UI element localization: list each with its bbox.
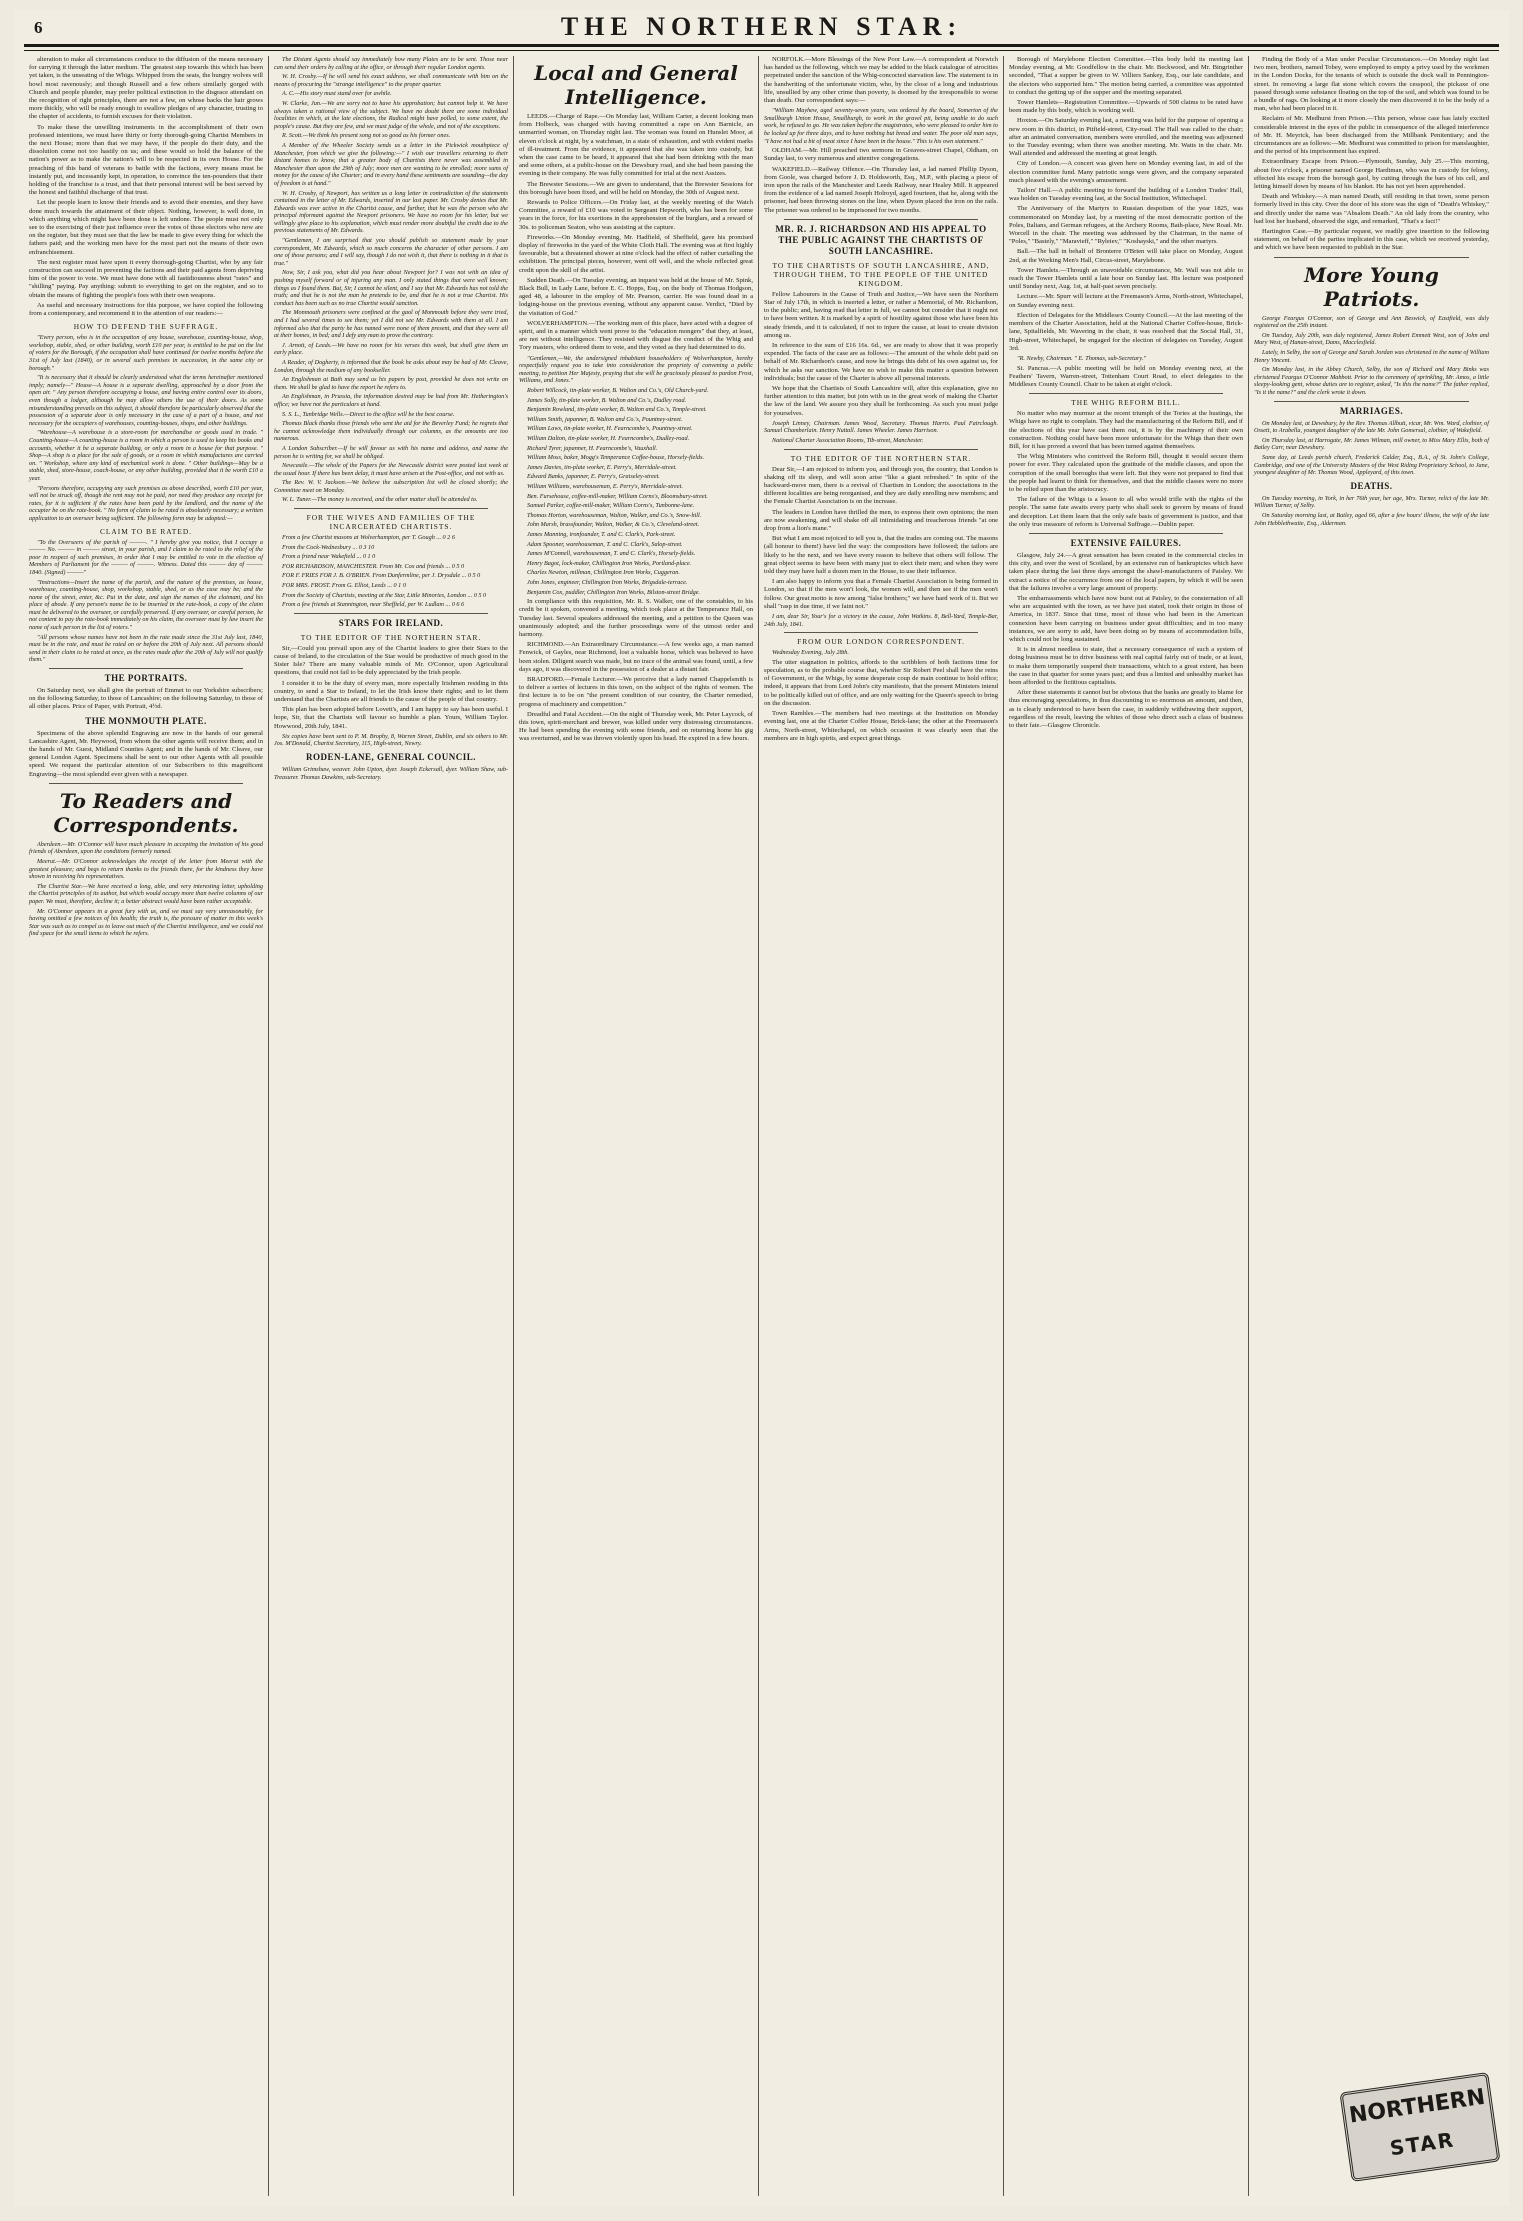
- article-paragraph: Thomas Black thanks those friends who sent the aid for the Beverley Fund; he regrets that he cannot acknowledge them individually through our columns, as the amounts are too numerous.: [274, 420, 508, 443]
- article-paragraph: Hoxton.—On Saturday evening last, a meeting was held for the purpose of opening a new room in this district, in Pitfield-street, City-road. The Hall was called to the chair; after an animated conversation, members were enrolled, and the meeting was adjourned to the Tuesday evening; when there was another meeting. Mr. Watts in the chair. Mr. Wall attended and addressed the meeting at great length.: [1009, 117, 1243, 158]
- column-3: [514, 56, 759, 2196]
- article-paragraph: The embarrassments which have now burst out at Paisley, to the consternation of all who are acquainted with the town, as we have just stated, took their origin in those of America, in 1837. Since that time, most of those who had been in the American connexion have been carrying on business under great difficulties; and in too many instances, we are sorry to add, have been doing so by means of accommodation bills, which could not be long sustained.: [1009, 594, 1243, 643]
- article-paragraph: The failure of the Whigs is a lesson to all who would trifle with the rights of the people. The same fate awaits every party who shall seek to govern by means of fraud and deception. Let them learn that the only safe basis of government is justice, and that the only true measure of reform is Universal Suffrage.—Dublin paper.: [1009, 496, 1243, 528]
- article-paragraph: R. Scott.—We think his present song not so good as his former ones.: [282, 132, 451, 140]
- column-divider: [784, 449, 978, 450]
- article-paragraph: Benjamin Cox, puddler, Chillington Iron Works, Bilston-street Bridge.: [527, 588, 701, 596]
- article-paragraph: WAKEFIELD.—Railway Offence.—On Thursday last, a lad named Phillip Dyson, from Goole, was charged before J. D. Holdsworth, Esq., M.P., with placing a piece of iron upon the rails of the Manchester and Leeds Railway, near Healey Mill. It appeared from the evidence of a lad named Joseph Holroyd, aged fourteen, that he, along with the prisoner, had been throwing stones on the line, when Dyson placed the iron on the rails. The prisoner was ordered to be imprisoned for two months.: [764, 165, 998, 214]
- article-paragraph: Glasgow, July 24.—A great sensation has been created in the commercial circles in this city, and over the west of Scotland, by an extensive run of bankruptcies which have taken place during the last three days amongst the shawl-manufacturers of Paisley. We extract a notice of the occurrence from one of the local papers, by which it will be seen that the failures involve a very large amount of property.: [1009, 551, 1243, 592]
- newspaper-title: THE NORTHERN STAR:: [560, 12, 963, 41]
- article-paragraph: In reference to the sum of £16 16s. 6d., we are ready to show that it was properly expended. The facts of the case are as follows:—The amount of the whole debt paid on behalf of Mr. Richardson's cause, and now he brings this debt of his own against us, for which he asks our sanction. We have no wish to make this matter a question between individuals; but the cause of the Charter is above all personal interests.: [764, 342, 998, 382]
- article-paragraph: No matter who may murmur at the recent triumph of the Tories at the hustings, the Whigs have no right to complain. They had the manufacturing of the Reform Bill, and if the elections of this year have cast them out, it is by the machinery of their own construction. Nothing could have been more unfortunate for the Whigs than their own Bill, for it has proved a sword that has been turned against themselves.: [1009, 410, 1243, 450]
- article-paragraph: Six copies have been sent to P. M. Brophy, 8, Warren Street, Dublin, and six others to Mr. Jos. M'Donald, Chartist Secretary, 115, High-street, Newry.: [274, 732, 508, 748]
- article-paragraph: Dear Sir,—I am rejoiced to inform you, and through you, the country, that London is shaking off its sleep, and will soon arise "like a giant refreshed." In spite of the backward-move men, there is a revival of Chartism in London; the associations in the different localities are being reorganised, and they are daily enrolling new members; and the Female Chartist Association is on the increase.: [764, 465, 998, 506]
- article-paragraph: Tailors' Hall.—A public meeting to forward the building of a London Trades' Hall, was holden on Tuesday evening last, at the Social Institution, Whitechapel.: [1009, 187, 1243, 203]
- article-paragraph: As useful and necessary instructions for this purpose, we have copied the following from a contemporary, and recommend it to the attention of our readers:—: [29, 301, 263, 318]
- article-paragraph: The utter stagnation in politics, affords to the scribblers of both factions time for speculation, as to the probable course that, whether Sir Robert Peel shall have the reins of Government, or the Whigs, by some desperate coup de main continue to hold office; indeed, it appears that from Lord John's city manifesto, that the present Ministers intend to be politically killed out of office, and are only waiting for the Queen's speech to bring on the discussion.: [764, 658, 998, 707]
- article-paragraph: William Williams, warehouseman, E. Perry's, Merridale-street.: [527, 483, 683, 490]
- section-heading: MR. R. J. RICHARDSON AND HIS APPEAL TO THE PUBLIC AGAINST THE CHARTISTS OF SOUTH LANCASHIRE.: [775, 223, 987, 256]
- article-paragraph: W. L. Tuner.—The money is received, and the other matter shall be attended to.: [282, 496, 478, 504]
- article-paragraph: FOR MRS. FROST. From G. Elliot, Leeds ... 0 1 0: [282, 582, 406, 590]
- section-heading: TO THE CHARTISTS OF SOUTH LANCASHIRE, AND, THROUGH THEM, TO THE PEOPLE OF THE UNITED KINGDOM.: [772, 260, 990, 288]
- article-paragraph: On Monday last, in the Abbey Church, Selby, the son of Richard and Mary Binks was christened Feargus O'Connor Mabbott. Prior to the ceremony of sprinkling, Mr. Amos, a little sleepy-looking gent, whose duties are to register, asked, "Is this the name?" The father replied, "Is it the name?" and the clerk wrote it down.: [1254, 366, 1489, 397]
- article-paragraph: From a few Chartist masons at Wolverhampton, per T. Gough ... 0 2 6: [282, 534, 455, 542]
- article-paragraph: A Reader, of Dogherty, is informed that the book he asks about may be had of Mr. Cleave, London, through the medium of any bookseller.: [274, 358, 508, 374]
- article-paragraph: James Davies, tin-plate worker, E. Perry's, Merridale-street.: [527, 463, 677, 471]
- article-paragraph: City of London.—A concert was given here on Monday evening last, in aid of the election committee fund. Many patriotic songs were given, and the company separated much pleased with the evening's amusement.: [1009, 160, 1243, 184]
- section-heading: Local and General Intelligence.: [534, 61, 738, 109]
- masthead-rule-thin: [24, 50, 1499, 51]
- stamp-line-1: NORTHERN: [1347, 2084, 1487, 2129]
- article-paragraph: The Rev. W. V. Jackson.—We believe the subscription list will be closed shortly; the Committee meet on Monday.: [274, 479, 508, 494]
- section-heading: HOW TO DEFEND THE SUFFRAGE.: [73, 322, 219, 332]
- column-divider: [294, 508, 488, 509]
- article-paragraph: Tower Hamlets.—Through an unavoidable circumstance, Mr. Wall was not able to reach the Tower Hamlets until a late hour on Sunday last. His lecture was postponed until Sunday next, Aug. 1st, at half-past seven precisely.: [1009, 266, 1243, 291]
- article-paragraph: I am, dear Sir, Your's for a victory in the cause, John Watkins. 8, Bell-Yard, Temple-Bar, 24th July, 1841.: [764, 613, 998, 628]
- column-5: [1004, 56, 1249, 2196]
- article-paragraph: William Smith, japanner, B. Walton and Co.'s, Pountney-street.: [527, 415, 683, 423]
- column-divider: [49, 668, 243, 669]
- article-paragraph: Sir,—Could you prevail upon any of the Chartist leaders to give their Stars to the cause of Ireland, to the circulation of the Star would be productive of much good in the Sister Isle? There are many valuable minds of Mr. O'Connor, upon Agricultural questions, that could not fail to be duly appreciated by the Irish people.: [274, 644, 508, 677]
- article-paragraph: William Laws, tin-plate worker, H. Fearncombe's, Pountney-street.: [527, 425, 693, 433]
- article-paragraph: The leaders in London have thrilled the men, to express their own opinions; the men are now awakening, and will shake off all intimidating and treacherous friends "at one drop from a lion's mane.": [764, 508, 998, 533]
- column-divider: [784, 219, 978, 220]
- article-paragraph: On Saturday next, we shall give the portrait of Emmet to our Yorkshire subscribers; on the following Saturday, to those of Lancashire; on the following Saturday, to those of all other places. Price of Paper, with Portrait, 4½d.: [29, 687, 263, 711]
- article-paragraph: From a few friends at Stannington, near Sheffield, per W. Ludlam ... 0 6 6: [282, 601, 465, 609]
- article-paragraph: Sudden Death.—On Tuesday evening, an inquest was held at the house of Mr. Spink, Black Bull, in Lady Lane, before E. C. Hopps, Esq., on the body of Thomas Hodgson, aged 48, a labourer in the employ of Mr. Pearson, carrier. He was found dead in a lodging-house on the previous evening, without any apparent cause. Verdict, "Died by the visitation of God.": [519, 276, 753, 317]
- article-paragraph: "William Mayhew, aged seventy-seven years, was ordered by the board, Somerton of the Smallburgh Union House, Smallburgh, to work in the gravel pit, being unable to do such work, he refused to go. He was taken before the magistrates, who were pleased to order him to be locked up for three days, and to have nothing but bread and water. The poor old man says, "I have not had a bit of meat since I have been in the house." This is his own statement.": [764, 107, 998, 145]
- article-paragraph: The Monmouth prisoners were confined at the gaol of Monmouth before they were tried, and I had several times to see them; yet I did not see Mr. Edwards with them at all. I am informed also that the party he has named were none of them present, and that they were all at their homes, in bed; and I defy any man to prove the contrary.: [274, 309, 508, 340]
- article-paragraph: George Feargus O'Connor, son of George and Ann Beswick, of Eastfield, was duly registered on the 25th instant.: [1254, 314, 1489, 330]
- article-paragraph: BRADFORD.—Female Lecturer.—We perceive that a lady named Chappelsmith is to deliver a series of lectures in this town, on the subject of the rights of women. The first lecture is to be on "the present condition of our country, the Charter remedied, progress of machinery and competition.": [519, 675, 753, 708]
- article-paragraph: Lecture.—Mr. Spurr will lecture at the Freemason's Arms, North-street, Whitechapel, on Sunday evening next.: [1009, 293, 1243, 309]
- article-paragraph: Town Rambles.—The members had two meetings at the Institution on Monday evening last, one at the Charter Coffee House, Brick-lane; the other at the Freemason's Arms, North-street, Whitechapel, on which occasion it was clearly seen that the members are in high spirits, and expect great things.: [764, 710, 998, 742]
- article-paragraph: I consider it to be the duty of every man, more especially Irishmen residing in this country, to send a Star to Ireland, to let the Irish know their rights; and to let them understand that the Chartists are all friends to the cause of the people of that country.: [274, 679, 508, 704]
- article-paragraph: "Warehouse—A warehouse is a store-room for merchandise or goods used in trade. " Counting-house—A counting-house is a room in which a person is used to keep his books and accounts, whether it be a separate building, or only a room in a house for that purpose. " Shop—A shop is a place for the sale of goods, or a room in which manufactures are carried on. " Workshop, where any kind of mechanical work is done. " Other buildings—May be a stable, shed, store-house, coach-house, or any other building, provided that it be worth £10 a year.: [29, 429, 263, 482]
- article-paragraph: "Persons therefore, occupying any such premises as above described, worth £10 per year, will not be struck off, though the rent may not be paid, nor need they produce any receipt for rates, for it is sufficient if the rates have been paid by the landlord, and the name of the occupier be on the rate-book. " No form of claim to be rated is absolutely necessary; a written application to an overseer being sufficient. The following form may be adopted:—: [29, 484, 263, 522]
- article-paragraph: James Solly, tin-plate worker, B. Walton and Co.'s, Dudley road.: [527, 396, 687, 404]
- article-paragraph: "It is necessary that it should be clearly understood what the terms hereinafter mentioned imply; namely—" House—A house is a separate dwelling, approached by a door from the open air. " Any person therefore occupying a house, and having entire control over its doors, even though a lodger, although he may allow others the use of their doors. As some misunderstanding prevails on this subject, it should therefore be particularly observed that the possession of a separate door is only necessary in the case of a part of a house, and not necessary for the occupiers of warehouses, counting-houses, shops, and other buildings.: [29, 374, 263, 427]
- article-paragraph: The Distant Agents should say immediately how many Plates are to be sent. Those near can send their orders by calling at the office, or through their regular London agents.: [274, 56, 508, 71]
- section-heading: THE WHIG REFORM BILL.: [1071, 398, 1181, 408]
- section-heading: EXTENSIVE FAILURES.: [1070, 537, 1182, 548]
- article-paragraph: Borough of Marylebone Election Committee.—This body held its meeting last Monday evening, at Mr. Goodfellow in the chair. Mr. Beckwood, and Mr. Bingrinther seconded, "That a supper be given to W. Villiers Sankey, Esq., our late candidate, and the electors who supported him." The motion being carried, a committee was appointed to conduct the getting up of the supper and the meeting separated.: [1009, 56, 1243, 96]
- column-divider: [1274, 257, 1469, 258]
- columns: [24, 56, 1499, 2196]
- column-divider: [1029, 393, 1223, 394]
- article-paragraph: Robert Willcock, tin-plate worker, B. Walton and Co.'s, Old Church-yard.: [527, 387, 709, 395]
- column-divider: [784, 632, 978, 633]
- article-paragraph: It is in almost needless to state, that a necessary consequence of such a system of doing business must be to drive business with real capital fairly out of trade, or at least, to make them temporarily suspend their transactions, which to a great extent, has been the case in that quarter for some years past; and thus a limited and unhealthy market has been afforded to the fictitious capitalists.: [1009, 646, 1243, 686]
- article-paragraph: W. H. Crosby.—If he will send his exact address, we shall communicate with him on the means of procuring the "strange intelligence" to the proper quarter.: [274, 73, 508, 88]
- column-divider: [294, 613, 488, 614]
- article-paragraph: The Anniversary of the Martyrs to Russian despotism of the year 1825, was commemorated on Monday last, by a meeting of the most democratic portion of the Poles, Italians, and German refugees, at the Archery Rooms, Bath-place, New Road. Mr. Worcell in the chair. The meeting was addressed by the Chairman, in the name of "Poles," "Bastely," "Maravieff," "Ryleiev," "Koshayski," and the other martyrs.: [1009, 205, 1243, 246]
- article-paragraph: On Thursday last, at Harrogate, Mr. James Wilman, mill owner, to Miss Mary Ellis, both of Batley Carr, near Dewsbury.: [1254, 436, 1489, 452]
- article-paragraph: This plan has been adopted before Lovett's, and I am happy to say has been useful. I hope, Sir, that the Chartists will favour so humble a plan. Yours, William Taylor. Howwood, 20th July, 1841.: [274, 706, 508, 730]
- page-number: 6: [34, 18, 43, 37]
- article-paragraph: Wednesday Evening, July 28th.: [772, 649, 849, 657]
- article-paragraph: Let the people learn to know their friends and to avoid their enemies, and they have done much towards the attainment of their object. Nothing, however, is well done, in which anything which might have been done is left undone. The people must not only see to the exercising of their just influence over the votes of those electors who now are on the register, but they must see that the law be made to give every thing for which the fathers paid; and the working men have for the most part not the means of their own enfranchisement.: [29, 199, 263, 256]
- article-paragraph: Reclaim of Mr. Medhurst from Prison.—This person, whose case has lately excited considerable interest in the eyes of the public in consequence of the alleged interference of Mr. H. Meyrick, has been discharged from the Millbank Penitentiary; and the circumstances are as follows:—Mr. Medhurst was committed to prison for manslaughter, and the period of his imprisonment has expired.: [1254, 115, 1489, 156]
- article-paragraph: FOR F. FRIES FOR J. B. O'BRIEN. From Dunfermline, per J. Drysdale ... 0 5 0: [282, 572, 481, 580]
- article-paragraph: Dreadful and Fatal Accident.—On the night of Thursday week, Mr. Peter Laycock, of this town, spirit-merchant and brewer, was killed under very distressing circumstances. He had been spending the evening with some friends, and on returning home his gig was overturned, and he was thrown violently upon his head. He expired in a few hours.: [519, 710, 753, 743]
- article-paragraph: An Englishman, in Prussia, the information desired may be had from Mr. Hetherington's office; we have not the particulars at hand.: [274, 393, 508, 408]
- article-paragraph: Ben. Fursehouse, coffee-mill-maker, William Corns's, Bloomsbury-street.: [527, 492, 708, 500]
- article-paragraph: Benjamin Rowland, tin-plate worker, B. Walton and Co.'s, Temple-street.: [527, 406, 707, 414]
- article-paragraph: Samuel Parker, coffee-mill-maker, William Corns's, Tunbonne-lane.: [527, 502, 695, 510]
- article-paragraph: The next register must have upon it every thorough-going Chartist, who by any fair construction can succeed in preventing the factions and their paid agents from depriving him of the power to vote. We must have done with all fastidiousness about "rates" and "shilling" paying. Pay anything: submit to everything to get on the register, and so to obtain the means of fighting the people's foes with their own weapons.: [29, 258, 263, 299]
- article-paragraph: Fireworks.—On Monday evening, Mr. Hadfield, of Sheffield, gave his promised display of fireworks in the yard of the White Cloth Hall. The evening was at first highly favourable, but a threatened shower at nine o'clock had the effect of rather curtailing the exhibition. The principal pieces, however, went off well, and the whole reflected great credit upon the skill of the artist.: [519, 233, 753, 274]
- article-paragraph: "Instructions—Insert the name of the parish, and the nature of the premises, as house, warehouse, counting-house, shop, workshop, stable, shed, or as the case may be; and the name of the street, enter, &c. Put in the date, and sign the names of the claimant, and his place of abode. If any person's name be to be inserted in the rate-book, a copy of the claim must be delivered to the overseer, or carefully preserved. If any overseer, or careful person, be not content to pay the rate-book immediately on his claim, the overseer must by law insert the name of such person in the list of voters.": [29, 578, 263, 632]
- article-paragraph: Election of Delegates for the Middlesex County Council.—At the last meeting of the members of the Charter Association, held at the National Charter Coffee-house, Brick-lane, Spitalfields, Mr. Wavering in the chair, it was resolved that the Social Hall, 31, High-street, Whitechapel, be engaged for the election of delegates on Tuesday, August 3rd.: [1009, 311, 1243, 352]
- article-paragraph: A. C.—His story must stand over for awhile.: [282, 90, 392, 98]
- section-heading: FROM OUR LONDON CORRESPONDENT.: [797, 637, 965, 647]
- article-paragraph: NORFOLK.—More Blessings of the New Poor Law.—A correspondent at Norwich has handed us the following, which we may be added to the black catalogue of atrocities perpetrated under the sanction of the Whig-concocted starvation law. The statement is in the handwriting of the unfortunate victim, who, by the close of a long and industrious life, unsullied by any other crime than poverty, is doomed by the irresponsible to worse than death. Our correspondent says:—: [764, 56, 998, 105]
- article-paragraph: William Dalton, tin-plate worker, H. Fearncombe's, Dudley-road.: [527, 435, 690, 443]
- article-paragraph: WOLVERHAMPTON.—The working men of this place, have acted with a degree of spirit, and in a manner which went prove to the "education mongers" that they, at least, are not without intelligence. They resisted with disgust the conduct of the Whig and Tory masters, who ordered them to vote, and they voted as they had determined to do.: [519, 319, 753, 352]
- article-paragraph: Ball.—The ball in behalf of Bronterre O'Brien will take place on Monday, August 2nd, at the Working Men's Hall, Circus-street, Marylebone.: [1009, 248, 1243, 264]
- article-paragraph: After these statements it cannot but be obvious that the banks are greatly to blame for thus encouraging speculations, in thus discounting to so enormous an amount, and then, as is clearly understood to have been the case, in suddenly withdrawing their support, regardless of the result, leaving the whites of those who direct such a class of business to their fate.—Glasgow Chronicle.: [1009, 689, 1243, 730]
- article-paragraph: Rewards to Police Officers.—On Friday last, at the weekly meeting of the Watch Committee, a reward of £10 was voted to Sergeant Hepworth, who has been for some years in the force, for his exertions in the apprehension of the burglars, and a reward of 30s. to policeman Seaton, who was assisting at the capture.: [519, 199, 753, 231]
- article-paragraph: OLDHAM.—Mr. Hill preached two sermons in Greaves-street Chapel, Oldham, on Sunday last, to very numerous and attentive congregations.: [764, 147, 998, 163]
- article-paragraph: alteration to make all circumstances conduce to the diffusion of the means necessary for carrying it through the latter medium. The greatest step towards this which has been yet taken, is the unseating of the Whigs. Whipped from the seats, the hungry wolves will howl most ravenously; and though Russell and a few others similarly gorged with Church and people plunder, may prefer political extinction to the disgrace attendant on the recognition of right principles, there are not a few, on whose backs the hair grows more thickly, who will be ready enough to swallow pledges of any character, trusting to the chapter of accidents, to furnish excuses for their violation.: [29, 56, 263, 121]
- article-paragraph: Thomas Horton, warehouseman, Walton, Walker, and Co.'s, Snow-hill.: [527, 511, 702, 519]
- article-paragraph: "To the Overseers of the parish of ———. " I hereby give you notice, that I occupy a ——— No. ——— in ——— street, in your parish, and I claim to be rated to the relief of the poor in respect of such premises, in order that I may be entitled to vote in the election of Members of Parliament for the ——— of ———. Witness. Dated this ——— day of ——— 1840. (Signed) ———": [29, 538, 263, 576]
- section-heading: TO THE EDITOR OF THE NORTHERN STAR.: [790, 453, 972, 463]
- article-paragraph: Newcastle.—The whole of the Papers for the Newcastle district were posted last week at the usual hour. If there has been delay, it must have arisen at the Post-office, and not with us.: [274, 462, 508, 477]
- section-heading: CLAIM TO BE RATED.: [99, 526, 193, 536]
- newspaper-page: [14, 10, 1509, 2206]
- article-paragraph: Joseph Linney, Chairman. James Wood, Secretary. Thomas Harris. Paul Fairclough. Samuel Chamberlain. Henry Nuttall. James Wheeler. James Harrison.: [764, 419, 998, 435]
- article-paragraph: From a friend near Wakefield ... 0 1 0: [282, 553, 376, 561]
- article-paragraph: Meerut.—Mr. O'Connor acknowledges the receipt of the letter from Meerut with the greatest pleasure; and begs to return thanks to the friends there, for the kindness they have shown in receiving his representatives.: [29, 858, 263, 881]
- article-paragraph: The Chartist Star.—We have received a long, able, and very interesting letter, upholding the Chartist principles of its author, but which would occupy more than twelve columns of our paper. We must, therefore, decline it; a better abstract would have been rather acceptable.: [29, 882, 263, 906]
- article-paragraph: From the Society of Chartists, meeting at the Star, Little Minories, London ... 0 5 0: [282, 591, 487, 599]
- article-paragraph: St. Pancras.—A public meeting will be held on Monday evening next, at the Feathers' Tavern, Warren-street, Tottenham Court Road, to elect delegates to the Middlesex County Council. Chair to be taken at eight o'clock.: [1009, 364, 1243, 388]
- article-paragraph: A Member of the Wheeler Society sends us a letter in the Pickwick mouthpiece of Manchester, from which we give the following:—" I wish our travellers returning to their distant homes to know, that a greater body of Chartists there never was assembled in Manchester than upon the 29th of July; more men are wanting to be enrolled; more sums of money for the cause of the Charter; and in every hand these sentiments are sounding—the day of freedom is at hand.": [274, 141, 508, 187]
- article-paragraph: Death and Whiskey.—A man named Death, still residing in that town, some person formerly lived in this city. Over the door of his store was the sign of "Death's Whiskey," and directly under the name was "Absalom Death." An old lady from the country, who had lost her husband, observed the sign, and remarked, "That's a fact!": [1254, 193, 1489, 225]
- article-paragraph: From the Cock-Wednesbury ... 0 3 10: [282, 543, 375, 551]
- article-paragraph: In compliance with this requisition, Mr. R. S. Walker, one of the constables, to his credit be it spoken, convened a meeting, which took place at the Temperance Hall, on Tuesday last. Several speakers addressed the meeting, and a petition to the Queen was unanimously adopted; and the further proceedings were of the utmost order and harmony.: [519, 598, 753, 638]
- column-4: [759, 56, 1004, 2196]
- article-paragraph: On Tuesday, July 20th, was duly registered, James Robert Emmett West, son of John and Mary West, of Hanan-street, Dams, Macclesfield.: [1254, 331, 1489, 347]
- article-paragraph: Lately, in Selby, the son of George and Sarah Jordan was christened in the name of William Henry Vincent.: [1254, 349, 1489, 364]
- column-6: [1249, 56, 1494, 2196]
- article-paragraph: The Whig Ministers who contrived the Reform Bill, thought it would secure them power for ever. They calculated upon the gratitude of the middle classes, and upon the corruption of the small boroughs that were left. But they were not prepared to find that the people had learnt to think for themselves, and that the middle classes were no more to be relied upon than the aristocracy.: [1009, 453, 1243, 493]
- article-paragraph: On Monday last, at Dewsbury, by the Rev. Thomas Allbutt, vicar, Mr. Wm. Ward, clothier, of Ossett, to Arabella, youngest daughter of the late Mr. John Gomersal, clothier, of Wakefield.: [1254, 419, 1489, 435]
- column-divider: [1029, 533, 1223, 534]
- column-divider: [49, 783, 243, 784]
- article-paragraph: On Saturday morning last, at Batley, aged 66, after a few hours' illness, the wife of the late John Hebblethwaite, Esq., Alderman.: [1254, 511, 1489, 527]
- column-divider: [1274, 401, 1469, 402]
- section-heading: DEATHS.: [1350, 480, 1393, 491]
- article-paragraph: Fellow Labourers in the Cause of Truth and Justice,—We have seen the Northern Star of July 17th, in which is inserted a letter, or rather a Memorial, of Mr. Richardson, to the public; and, having read that letter in full, we cannot but consider that it ought not to have been written. It is marked by a spirit of hostility against those who have been his steady friends, and it is calculated, if not to injure the cause, at least to create division among us.: [764, 290, 998, 339]
- article-paragraph: J. Arnott, of Leeds.—We have no room for his verses this week, but shall give them an early place.: [274, 341, 508, 357]
- article-paragraph: Extraordinary Escape from Prison.—Plymouth, Sunday, July 25.—This morning, about five o'clock, a prisoner named George Hardiman, who was in custody for felony, effected his escape from the borough gaol, by cutting through the bars of his cell, and letting himself down by means of his blanket. He has not yet been apprehended.: [1254, 158, 1489, 191]
- article-paragraph: I am also happy to inform you that a Female Chartist Association is being formed in London, so that if the men won't look, the women will, and then see if the men won't follow. Our great motto is now among "false brothers;" we have hard work of it. But we shall "rasp in due time, if we faint not.": [764, 578, 998, 610]
- article-paragraph: We hope that the Chartists of South Lancashire will, after this explanation, give no further attention to this matter, but join with us in the great work of making the Charter the law of the land. We assure you they shall be forthcoming. As such you must judge for yourselves.: [764, 385, 998, 417]
- section-heading: FOR THE WIVES AND FAMILIES OF THE INCARCERATED CHARTISTS.: [306, 513, 476, 532]
- section-heading: MARRIAGES.: [1339, 405, 1404, 416]
- article-paragraph: "All persons whose names have not been in the rate made since the 31st July last, 1840, must be in the rate, and must be rated on or before the 20th of July next. All persons should send in their claim to be rated at once, as the rates made after the 20th of July will not qualify them.": [29, 633, 263, 664]
- article-paragraph: Finding the Body of a Man under Peculiar Circumstances.—On Monday night last two men, brothers, named Tobey, were employed to empty a privy used by the workmen in the London Docks, for the tenants of which is outside the dock wall in Pennington-street. In removing a large flat stone which covers the cesspool, the pickaxe of one passed through some substance floating on the top of the soil, and which was found to be a bundle of rags. On looking at it more closely the men discovered it to be the body of a man, who had been placed in it.: [1254, 56, 1489, 113]
- article-paragraph: "Every person, who is in the occupation of any house, warehouse, counting-house, shop, workshop, stable, shed, or other building, worth £10 per year, is entitled to be put on the list of voters for the Borough, if the occupation shall have continued for twelve months before the 31st of July last (1840), or in several such premises in succession, in the same city or borough.": [29, 334, 263, 372]
- article-paragraph: John Marsh, brassfounder, Walton, Walker, & Co.'s, Cleveland-street.: [527, 521, 700, 529]
- section-heading: TO THE EDITOR OF THE NORTHERN STAR.: [300, 632, 482, 642]
- article-paragraph: Richard Tyrer, japanner, H. Fearncombe's, Vauxhall.: [527, 444, 658, 452]
- article-paragraph: Hartington Case.—By particular request, we readily give insertion to the following statement, on behalf of the parties implicated in this case, which we received yesterday, and which we have been requested to publish in the Star.: [1254, 228, 1489, 252]
- article-paragraph: Specimens of the above splendid Engraving are now in the hands of our general Lancashire Agent, Mr. Heywood, from whom the other agents will receive them; and in the hands of Mr. Guest, Midland Counties Agent; and in the hands of Mr. Cleave, our general London Agent. Specimens shall be sent to our other Agents with all possible speed. We request the particular attention of our Subscribers to this magnificent Engraving—the most splendid ever given with a newspaper.: [29, 729, 263, 778]
- article-paragraph: An Englishman at Bath may send us his papers by post, provided he does not write on them. We shall be glad to have the report he refers to.: [274, 376, 508, 391]
- article-paragraph: "Gentlemen,—We, the undersigned inhabitant householders of Wolverhampton, hereby respectfully request you to take into consideration the propriety of convening a public meeting, to petition Her Majesty, praying that she will be graciously pleased to pardon Frost, Williams, and Jones.": [519, 354, 753, 385]
- article-paragraph: James M'Connell, warehouseman, T. and C. Clark's, Horsely-fields.: [527, 550, 696, 558]
- article-paragraph: Adam Spooner, warehouseman, T. and C. Clark's, Salop-street.: [527, 540, 683, 548]
- section-heading: More Young Patriots.: [1304, 262, 1439, 311]
- article-paragraph: A London Subscriber.—If he will favour us with his name and address, and name the person he is writing for, we shall be obliged.: [274, 444, 508, 460]
- article-paragraph: FOR RICHARDSON, MANCHESTER. From Mr. Cox and friends ... 0 5 0: [282, 562, 465, 570]
- article-paragraph: "Gentlemen, I am surprised that you should publish so statement made by your correspondent, Mr. Edwards, which so much concerns the character of other persons. I am one of those persons; and I will say, though I do not wish it, that there is nothing in it that is true.": [274, 237, 508, 267]
- article-paragraph: To make these the unwilling instruments in the accomplishment of their own professed intentions, we must have thirty or forty thorough-going Chartist Members in the next House; more than that we may have, if the people do their duty, and the dissolution come not too hastily on us; and these would so hold the balance of the nation's power as to make the nation's will to be respected in its own House. For the preaching of this band of veterans to battle with the factions, every means must be instantly put, and incessantly kept, in operation, to convince the ten-pounders that their holding of the franchise is a trust, and that their personal interest will be best served by the honest and faithful discharge of that trust.: [29, 123, 263, 197]
- stamp-line-2: STAR: [1388, 2127, 1457, 2161]
- masthead: [14, 10, 1509, 44]
- article-paragraph: William Moss, baker, Mogg's Temperance Coffee-house, Horsely-fields.: [527, 454, 705, 462]
- article-paragraph: S. S. L., Tunbridge Wells.—Direct to the office will be the best course.: [282, 410, 455, 418]
- article-paragraph: James Manning, ironfounder, T. and C. Clark's, Park-street.: [527, 530, 676, 538]
- article-paragraph: W. H. Crosby, of Newport, has written us a long letter in contradiction of the statements contained in the letter of Mr. Edwards, inserted in our last paper. Mr. Crosby denies that Mr. Edwards was ever active in the Chartist cause, and further, that he was the person who the principal informant against the Newport prisoners. We have no room for his letter, but we willingly give place to his explanation, which must render more doubtful the credit due to the previous statements of Mr. Edwards.: [274, 189, 508, 235]
- article-paragraph: William Grimshaw, weaver. John Upton, dyer. Joseph Eckersall, dyer. William Shaw, sub-Treasurer. Thomas Dawkins, sub-Secretary.: [274, 766, 508, 781]
- article-paragraph: The Brewster Sessions.—We are given to understand, that the Brewster Sessions for this borough have been fixed, and will be held on Monday, the 30th of August next.: [519, 180, 753, 196]
- article-paragraph: John Jones, engineer, Chillington Iron Works, Brigsdale-terrace.: [527, 578, 688, 586]
- article-paragraph: "R. Newby, Chairman. " E. Thomas, sub-Secretary.": [1017, 354, 1146, 362]
- article-paragraph: Henry Bagot, lock-maker, Chillington Iron Works, Portland-place.: [527, 559, 692, 567]
- article-paragraph: RICHMOND.—An Extraordinary Circumstance.—A few weeks ago, a man named Fenwick, of Gayles, near Richmond, lost a valuable horse, which was believed to have been stolen. Diligent search was made, but no trace of the animal was found, until, a few days ago, it was discovered in the possession of a dealer at a distant fair.: [519, 641, 754, 673]
- article-paragraph: Tower Hamlets—Registration Committee.—Upwards of 500 claims to be rated have been made by this body, which is working well.: [1009, 99, 1243, 115]
- column-2: [269, 56, 514, 2196]
- section-heading: THE PORTRAITS.: [104, 673, 188, 684]
- article-paragraph: But what I am most rejoiced to tell you is, that the trades are coming out. The masons (all honour to them!) have led the way: the compositors have followed; the tailors are likely to be the next, and we have every reason to believe that others will follow. The great object seems to have been with many just to elect their men; and when they were told they may have half a dozen men in the House, to use their influence.: [764, 535, 998, 576]
- article-paragraph: Edward Banks, japanner, E. Perry's, Graiseley-street.: [527, 473, 660, 481]
- article-paragraph: National Charter Association Rooms, Tib-street, Manchester.: [772, 437, 924, 445]
- article-paragraph: Charles Newton, millman, Chillington Iron Works, Cuggeran.: [527, 569, 680, 577]
- section-heading: RODEN-LANE, GENERAL COUNCIL.: [305, 752, 477, 763]
- article-paragraph: Mr. O'Connor appears in a great fury with us, and we must say very unreasonably, for having omitted a few notices of his health; the truth is, the pressure of matter in this week's Star was such as to compel us to leave out much of the Chartist intelligence, and we could not find space for the small items to which he refers.: [29, 907, 263, 938]
- section-heading: To Readers and Correspondents.: [53, 788, 239, 837]
- article-paragraph: LEEDS.—Charge of Rape.—On Monday last, William Carter, a decent looking man from Holbeck, was charged with having committed a rape on Ann Barnicle, an unmarried woman, on Thursday night last. The woman was found on Hunslet Moor, at eleven o'clock at night, by a watchman, in a state of exhaustion, and with evident marks of ill-treatment. From the evidence, it appeared that she was taken into custody, but when the case came to be heard, it appeared that she had been drinking with the man and some others, at a public-house on the Dewsbury road, and she had been passing the evening in their company. He was fully committed for trial at the next Assizes.: [519, 113, 753, 178]
- article-paragraph: Aberdeen.—Mr. O'Connor will have much pleasure in accepting the invitation of his good friends of Aberdeen, upon the conditions formerly named.: [29, 840, 263, 856]
- section-heading: THE MONMOUTH PLATE.: [85, 715, 207, 726]
- article-paragraph: W. Clarke, Jun.—We are sorry not to have his approbation; but cannot help it. We have always taken a rational view of the subject. We have no doubt there are some individual localities in which, at the late elections, the Radical might have polled, to some extent, the people's cause. But they are few, and we must judge of the whole, and not of the exceptions.: [274, 99, 508, 130]
- section-heading: STARS FOR IRELAND.: [338, 617, 444, 628]
- column-1: [24, 56, 269, 2196]
- article-paragraph: On Tuesday morning, in York, in her 76th year, her age, Mrs. Turner, relict of the late Mr. William Turner, of Selby.: [1254, 494, 1489, 510]
- article-paragraph: Same day, at Leeds parish church, Frederick Calder, Esq., B.A., of St. John's College, Cambridge, and one of the University Masters of the West Riding Proprietary School, to Jane, youngest daughter of Mr. Thomas Wood, Appleyard, of this town.: [1254, 453, 1489, 477]
- article-paragraph: Now, Sir, I ask you, what did you hear about Newport for? I was not with an idea of pushing myself forward or of injuring any man. I only stated things that were well known; things as I found them. But, Sir, I cannot be silent, and I say that Mr. Edwards has not told the truth; and that he is not the man he pretends to be, and that he is not a true Chartist. His conduct has been such as no true Chartist would sanction.: [274, 269, 508, 307]
- masthead-rule-thick: [24, 44, 1499, 47]
